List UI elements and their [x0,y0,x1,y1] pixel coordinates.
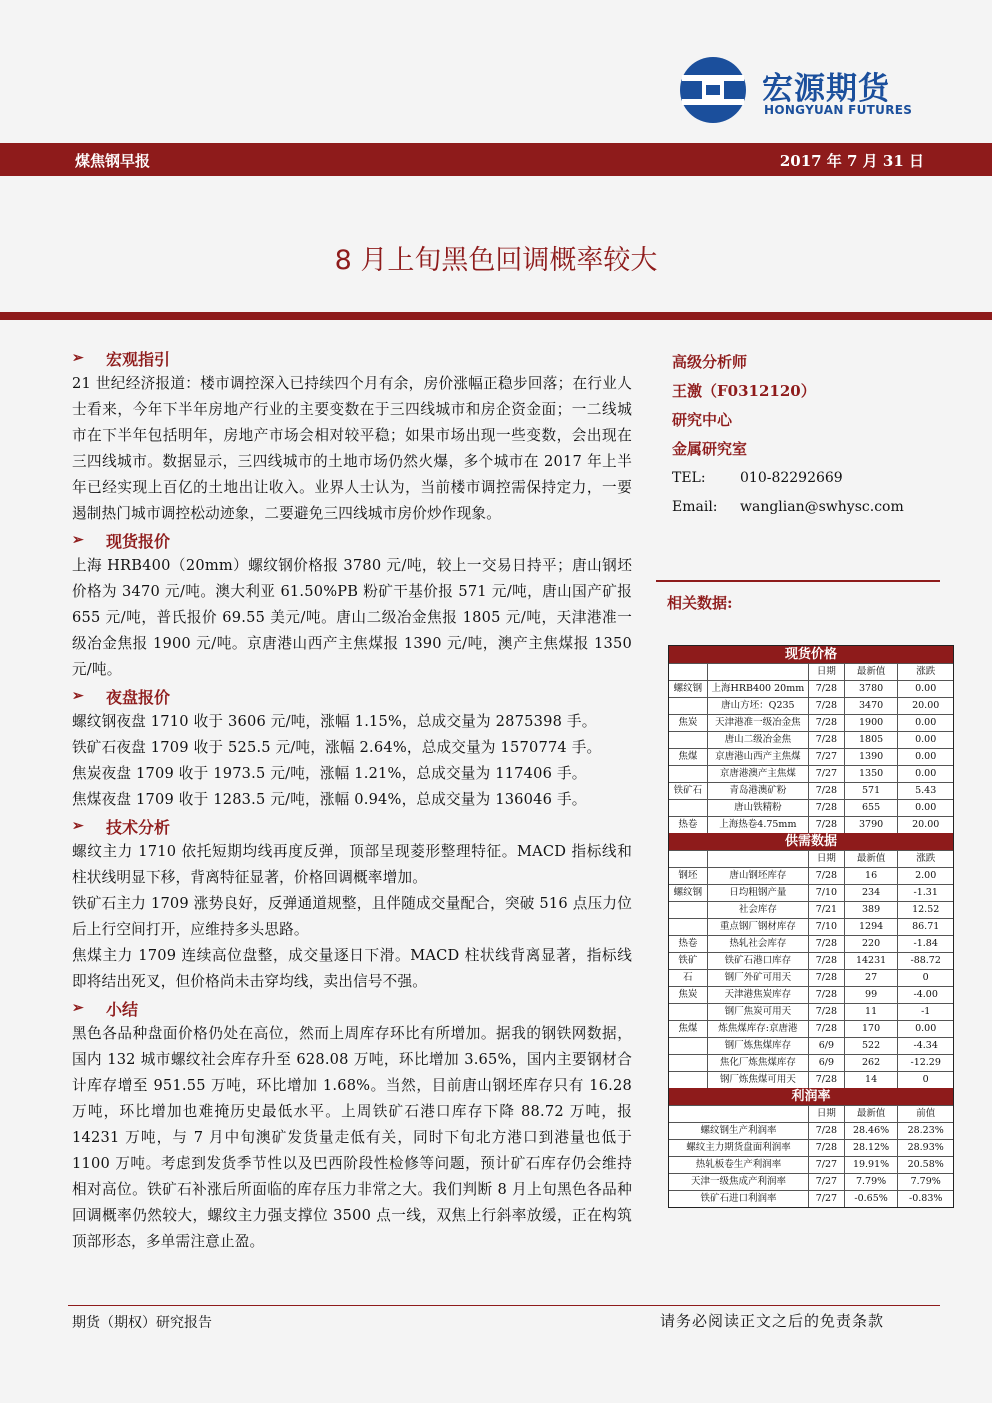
arrow-bullet-icon: ➢ [72,688,84,704]
row-category: 焦炭 [678,717,698,728]
section-heading-text: 夜盘报价 [106,687,171,707]
row-change: 2.00 [897,868,953,884]
table-header-row [669,850,953,867]
row-date: 7/27 [808,766,844,782]
row-value: 3790 [844,817,898,833]
hongyuan-logo-icon [678,55,748,125]
row-category [669,1072,707,1088]
analyst-info [672,348,962,522]
row-category: 热卷 [678,819,698,830]
row-name: 焦化厂炼焦煤库存 [707,1055,808,1071]
row-category [669,766,707,782]
row-category: 铁矿 [678,955,698,966]
row-category [669,800,707,816]
header-change: 涨跌 [897,664,953,680]
row-date: 7/27 [808,1191,844,1207]
title-divider [0,312,992,320]
footer-report-label: 期货（期权）研究报告 [72,1315,212,1331]
section-paragraph: 焦炭夜盘 1709 收于 1973.5 元/吨，涨幅 1.21%，总成交量为 117406 手。 [72,765,587,782]
email-value: wanglian@swhysc.com [740,499,904,515]
company-logo [678,55,938,125]
row-change: -4.34 [897,1038,953,1054]
row-date: 7/28 [808,715,844,731]
table-row [669,1122,953,1139]
row-previous: 20.58% [897,1157,953,1173]
row-date: 7/10 [808,919,844,935]
row-date: 7/28 [808,817,844,833]
tel-row [672,464,962,493]
section-heading-text: 现货报价 [106,531,171,551]
row-category: 热卷 [678,938,698,949]
row-date: 7/28 [808,868,844,884]
table-row [669,1173,953,1190]
row-date: 7/28 [808,800,844,816]
row-category: 螺纹钢 [673,683,703,694]
row-category: 钢坯 [678,870,698,881]
row-date: 7/28 [808,1021,844,1037]
row-category [669,732,707,748]
analyst-name: 王激（F0312120） [672,382,816,400]
row-value: 389 [844,902,898,918]
row-name: 唐山二级冶金焦 [707,732,808,748]
row-value: 99 [844,987,898,1003]
table-header-row [669,663,953,680]
tel-value: 010-82292669 [740,470,843,486]
table-row [669,918,953,935]
table-row [669,901,953,918]
row-change: 0 [897,1072,953,1088]
side-divider [656,580,940,582]
row-value: 571 [844,783,898,799]
row-value: 7.79% [844,1174,898,1190]
arrow-bullet-icon: ➢ [72,1000,84,1016]
report-date: 2017 年 7 月 31 日 [779,152,924,170]
section-heading [72,527,632,553]
row-name: 京唐港山西产主焦煤 [707,749,808,765]
row-date: 7/28 [808,681,844,697]
row-previous: 28.23% [897,1123,953,1139]
row-change: 0.00 [897,681,953,697]
table-row [669,765,953,782]
row-change: 0.00 [897,1021,953,1037]
row-date: 7/28 [808,987,844,1003]
row-change: -1 [897,1004,953,1020]
row-value: 1805 [844,732,898,748]
header-date: 日期 [808,664,844,680]
row-category: 螺纹钢 [673,887,703,898]
row-name: 铁矿石港口库存 [707,953,808,969]
row-date: 7/27 [808,1174,844,1190]
row-date: 7/28 [808,970,844,986]
table-row [669,782,953,799]
row-value: 1900 [844,715,898,731]
row-name: 钢厂焦炭可用天 [707,1004,808,1020]
section-paragraph: 上海 HRB400（20mm）螺纹钢价格报 3780 元/吨，较上一交易日持平；唐山钢坯价格为 3470 元/吨。澳大利亚 61.50%PB 粉矿干基价报 571 元/吨，唐山国产矿报 655 元/吨，普氏报价 69.55 美元/吨。唐山二级冶金焦报 1805 元/吨，天津港准一级冶金焦报 1900 元/吨。京唐港山西产主焦煤报 1390 元/吨，澳产主焦煤报 1350 元/吨。 [72,557,632,678]
table-row [669,969,953,986]
row-category [669,1038,707,1054]
section-paragraph: 铁矿石夜盘 1709 收于 525.5 元/吨，涨幅 2.64%，总成交量为 1570774 手。 [72,739,602,756]
row-change: 0.00 [897,766,953,782]
row-date: 7/28 [808,1004,844,1020]
row-name: 螺纹钢生产利润率 [700,1125,777,1136]
header-blank [669,1106,808,1122]
row-date: 7/28 [808,1123,844,1139]
header-value: 最新值 [844,851,898,867]
row-category: 焦煤 [678,751,698,762]
row-change: 20.00 [897,698,953,714]
row-value: 234 [844,885,898,901]
table-row [669,986,953,1003]
row-name: 重点钢厂钢材库存 [707,919,808,935]
logo-chinese-name: 宏源期货 [762,71,890,107]
row-change: 0.00 [897,800,953,816]
row-change: -88.72 [897,953,953,969]
header-date: 日期 [808,851,844,867]
section-heading [72,813,632,839]
row-name: 天津一级焦成产利润率 [691,1176,787,1187]
row-value: 1350 [844,766,898,782]
row-previous: -0.83% [897,1191,953,1207]
table-row [669,799,953,816]
row-value: 170 [844,1021,898,1037]
section-paragraph: 螺纹主力 1710 依托短期均线再度反弹，顶部呈现菱形整理特征。MACD 指标线和柱状线明显下移，背离特征显著，价格回调概率增加。 [72,843,632,886]
section-paragraph: 焦煤主力 1709 连续高位盘整，成交量逐日下滑。MACD 柱状线背离显著，指标线即将结出死叉，但价格尚未击穿均线，卖出信号不强。 [72,947,632,990]
header-date: 日期 [808,1106,844,1122]
row-change: -4.00 [897,987,953,1003]
row-category [669,698,707,714]
section-heading-text: 宏观指引 [106,349,171,369]
row-date: 7/27 [808,1157,844,1173]
section-heading-text: 技术分析 [106,817,171,837]
arrow-bullet-icon: ➢ [72,350,84,366]
row-change: -12.29 [897,1055,953,1071]
row-name: 京唐港澳产主焦煤 [707,766,808,782]
section-paragraph: 铁矿石主力 1709 涨势良好，反弹通道规整，且伴随成交量配合，突破 516 点压力位后上行空间打开，应维持多头思路。 [72,895,632,938]
table-row [669,697,953,714]
table-section-title: 供需数据 [669,833,953,850]
row-value: 3470 [844,698,898,714]
row-value: 220 [844,936,898,952]
table-row [669,1139,953,1156]
header-value: 最新值 [844,664,898,680]
table-row [669,816,953,833]
table-row [669,884,953,901]
row-date: 7/28 [808,953,844,969]
row-name: 天津港准一级冶金焦 [707,715,808,731]
header-blank [669,664,707,680]
row-value: 16 [844,868,898,884]
row-date: 6/9 [808,1038,844,1054]
row-change: 5.43 [897,783,953,799]
row-date: 7/21 [808,902,844,918]
section-paragraph: 螺纹钢夜盘 1710 收于 3606 元/吨，涨幅 1.15%，总成交量为 2875398 手。 [72,713,597,730]
row-previous: 7.79% [897,1174,953,1190]
row-change: 12.52 [897,902,953,918]
row-category: 焦炭 [678,989,698,1000]
row-value: 27 [844,970,898,986]
row-name: 铁矿石进口利润率 [700,1193,777,1204]
row-value: 1294 [844,919,898,935]
table-row [669,748,953,765]
row-category: 焦煤 [678,1023,698,1034]
row-value: 28.12% [844,1140,898,1156]
section-heading [72,995,632,1021]
row-name: 钢厂外矿可用天 [707,970,808,986]
email-label: Email: [672,499,718,515]
row-date: 7/27 [808,749,844,765]
row-name: 唐山钢坯库存 [707,868,808,884]
table-row [669,1156,953,1173]
row-date: 7/28 [808,1072,844,1088]
row-name: 青岛港澳矿粉 [707,783,808,799]
section-heading [72,345,632,371]
footer-disclaimer: 请务必阅读正文之后的免责条款 [659,1312,884,1330]
table-row [669,1003,953,1020]
row-category [669,1055,707,1071]
row-value: 19.91% [844,1157,898,1173]
row-date: 7/28 [808,783,844,799]
row-value: 3780 [844,681,898,697]
row-change: 0.00 [897,732,953,748]
row-value: 28.46% [844,1123,898,1139]
row-name: 钢厂炼焦煤可用天 [707,1072,808,1088]
row-date: 6/9 [808,1055,844,1071]
market-data-table [668,645,954,1208]
row-date: 7/28 [808,698,844,714]
table-row [669,731,953,748]
header-blank [707,851,808,867]
table-row [669,1190,953,1207]
header-blank [707,664,808,680]
row-value: 11 [844,1004,898,1020]
row-date: 7/28 [808,732,844,748]
row-value: -0.65% [844,1191,898,1207]
row-date: 7/28 [808,1140,844,1156]
row-name: 社会库存 [707,902,808,918]
row-change: 86.71 [897,919,953,935]
row-value: 655 [844,800,898,816]
row-value: 14231 [844,953,898,969]
row-change: 0.00 [897,749,953,765]
row-name: 唐山方坯：Q235 [707,698,808,714]
table-header-row [669,1105,953,1122]
row-value: 522 [844,1038,898,1054]
footer-divider [68,1305,940,1306]
row-change: -1.84 [897,936,953,952]
logo-english-name: HONGYUAN FUTURES [764,103,913,117]
related-data-label: 相关数据: [667,594,733,612]
header-value: 最新值 [844,1106,898,1122]
section-heading [72,683,632,709]
report-title: 8 月上旬黑色回调概率较大 [334,245,658,276]
row-name: 钢厂炼焦煤库存 [707,1038,808,1054]
report-type: 煤焦钢早报 [75,152,151,170]
row-change: 20.00 [897,817,953,833]
header-blank [669,851,707,867]
row-category [669,1004,707,1020]
table-section-title: 现货价格 [669,646,953,663]
table-section-title: 利润率 [669,1088,953,1105]
row-name: 上海HRB400 20mm [707,681,808,697]
row-category [669,919,707,935]
table-row [669,952,953,969]
row-previous: 28.93% [897,1140,953,1156]
row-value: 1390 [844,749,898,765]
table-row [669,935,953,952]
row-name: 日均粗钢产量 [707,885,808,901]
row-change: 0.00 [897,715,953,731]
table-row [669,1071,953,1088]
row-name: 炼焦煤库存:京唐港 [707,1021,808,1037]
table-row [669,1020,953,1037]
section-paragraph: 21 世纪经济报道：楼市调控深入已持续四个月有余，房价涨幅正稳步回落；在行业人士看来，今年下半年房地产行业的主要变数在于三四线城市和房企资金面；一二线城市在下半年包括明年，房地产市场会相对较平稳；如果市场出现一些变数，会出现在三四线城市。数据显示，三四线城市的土地市场仍然火爆，多个城市在 2017 年上半年已经实现上百亿的土地出让收入。业界人士认为，当前楼市调控需保持定力，一要遏制热门城市调控松动迹象，二要避免三四线城市房价炒作现象。 [72,375,632,522]
row-category: 铁矿石 [673,785,703,796]
tel-label: TEL: [672,470,706,486]
table-row [669,714,953,731]
table-row [669,680,953,697]
header-change: 涨跌 [897,851,953,867]
row-name: 唐山铁精粉 [707,800,808,816]
header-bar [0,143,992,176]
table-row [669,867,953,884]
row-value: 14 [844,1072,898,1088]
row-name: 螺纹主力期货盘面利润率 [686,1142,791,1153]
main-content [72,345,632,1255]
row-category [669,902,707,918]
row-name: 天津港焦炭库存 [707,987,808,1003]
email-row [672,493,962,522]
section-paragraph: 黑色各品种盘面价格仍处在高位，然而上周库存环比有所增加。据我的钢铁网数据，国内 132 城市螺纹社会库存升至 628.08 万吨，环比增加 3.65%，国内主要钢材合计库存增至 951.55 万吨，环比增加 1.68%。当然，目前唐山钢坯库存只有 16.28 万吨，环比增加也难掩历史最低水平。上周铁矿石港口库存下降 88.72 万吨，报 14231 万吨，与 7 月中旬澳矿发货量走低有关，同时下旬北方港口到港量也低于 1100 万吨。考虑到发货季节性以及巴西阶段性检修等问题，预计矿石库存仍会维持相对高位。铁矿石补涨后所面临的库存压力非常之大。我们判断 8 月上旬黑色各品种回调概率仍然较大，螺纹主力强支撑位 3500 点一线，双焦上行斜率放缓，正在构筑顶部形态，多单需注意止盈。 [72,1025,632,1250]
section-paragraph: 焦煤夜盘 1709 收于 1283.5 元/吨，涨幅 0.94%，总成交量为 136046 手。 [72,791,587,808]
arrow-bullet-icon: ➢ [72,532,84,548]
row-name: 热轧社会库存 [707,936,808,952]
section-heading-text: 小结 [106,999,139,1019]
row-category: 石 [683,972,693,983]
row-date: 7/28 [808,936,844,952]
dept-research-center: 研究中心 [672,411,733,429]
row-name: 上海热卷4.75mm [707,817,808,833]
row-value: 262 [844,1055,898,1071]
row-date: 7/10 [808,885,844,901]
row-change: -1.31 [897,885,953,901]
arrow-bullet-icon: ➢ [72,818,84,834]
table-row [669,1054,953,1071]
header-change: 前值 [897,1106,953,1122]
row-name: 热轧板卷生产利润率 [695,1159,782,1170]
table-row [669,1037,953,1054]
dept-metals: 金属研究室 [672,440,748,458]
analyst-role: 高级分析师 [672,353,748,371]
row-change: 0 [897,970,953,986]
